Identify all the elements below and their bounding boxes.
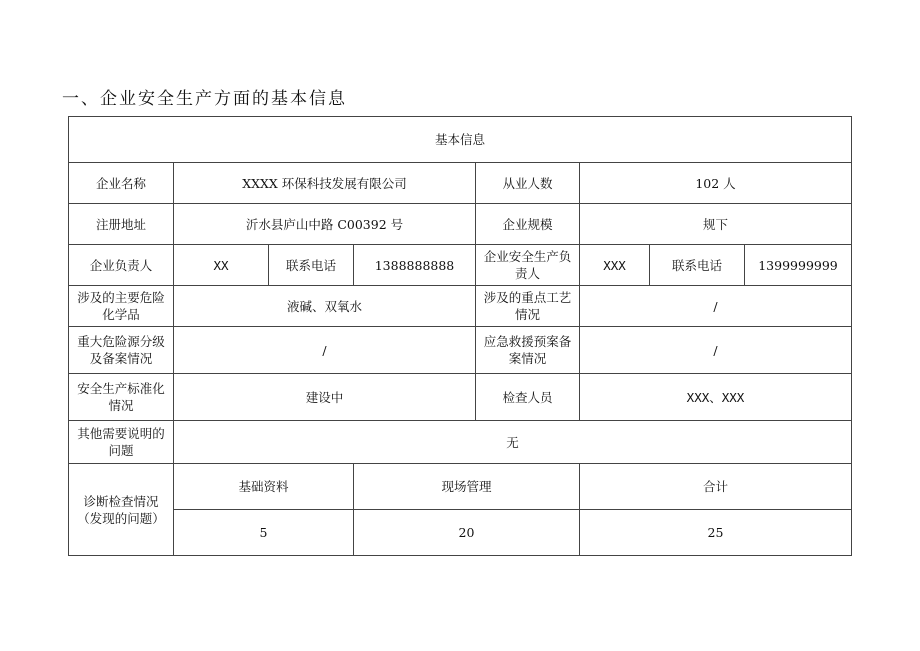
basic-info-table	[68, 116, 852, 556]
chemicals-value: 液碱、双氧水	[174, 286, 476, 327]
total-label: 合计	[580, 464, 852, 510]
hazard-label: 重大危险源分级及备案情况	[69, 327, 174, 374]
other-value: 无	[174, 421, 852, 464]
hazard-value: /	[174, 327, 476, 374]
company-name-value: XXXX 环保科技发展有限公司	[174, 163, 476, 204]
scale-label: 企业规模	[476, 204, 580, 245]
leader-phone-value: 1388888888	[354, 245, 476, 286]
safety-phone-label: 联系电话	[650, 245, 745, 286]
table-title-row	[69, 117, 852, 163]
leader-phone-label: 联系电话	[269, 245, 354, 286]
table-row	[69, 464, 852, 510]
process-value: /	[580, 286, 852, 327]
leader-label: 企业负责人	[69, 245, 174, 286]
inspector-label: 检查人员	[476, 374, 580, 421]
table-row	[69, 245, 852, 286]
diagnosis-label: 诊断检查情况（发现的问题）	[69, 464, 174, 556]
scale-value: 规下	[580, 204, 852, 245]
table-row	[69, 163, 852, 204]
process-label: 涉及的重点工艺情况	[476, 286, 580, 327]
total-count: 25	[580, 510, 852, 556]
table-title: 基本信息	[69, 117, 852, 163]
table-row	[69, 510, 852, 556]
basic-label: 基础资料	[174, 464, 354, 510]
section-heading: 一、企业安全生产方面的基本信息	[62, 89, 347, 109]
table-row	[69, 204, 852, 245]
basic-count: 5	[174, 510, 354, 556]
table-row	[69, 374, 852, 421]
standard-value: 建设中	[174, 374, 476, 421]
table-row	[69, 286, 852, 327]
address-label: 注册地址	[69, 204, 174, 245]
company-name-label: 企业名称	[69, 163, 174, 204]
standard-label: 安全生产标准化情况	[69, 374, 174, 421]
inspector-value: XXX、XXX	[580, 374, 852, 421]
table-row	[69, 421, 852, 464]
site-label: 现场管理	[354, 464, 580, 510]
safety-leader-value: XXX	[580, 245, 650, 286]
other-label: 其他需要说明的问题	[69, 421, 174, 464]
safety-phone-value: 1399999999	[745, 245, 852, 286]
emergency-label: 应急救援预案备案情况	[476, 327, 580, 374]
emergency-value: /	[580, 327, 852, 374]
employees-label: 从业人数	[476, 163, 580, 204]
leader-value: XX	[174, 245, 269, 286]
chemicals-label: 涉及的主要危险化学品	[69, 286, 174, 327]
address-value: 沂水县庐山中路 C00392 号	[174, 204, 476, 245]
employees-value: 102 人	[580, 163, 852, 204]
table-row	[69, 327, 852, 374]
site-count: 20	[354, 510, 580, 556]
safety-leader-label: 企业安全生产负责人	[476, 245, 580, 286]
